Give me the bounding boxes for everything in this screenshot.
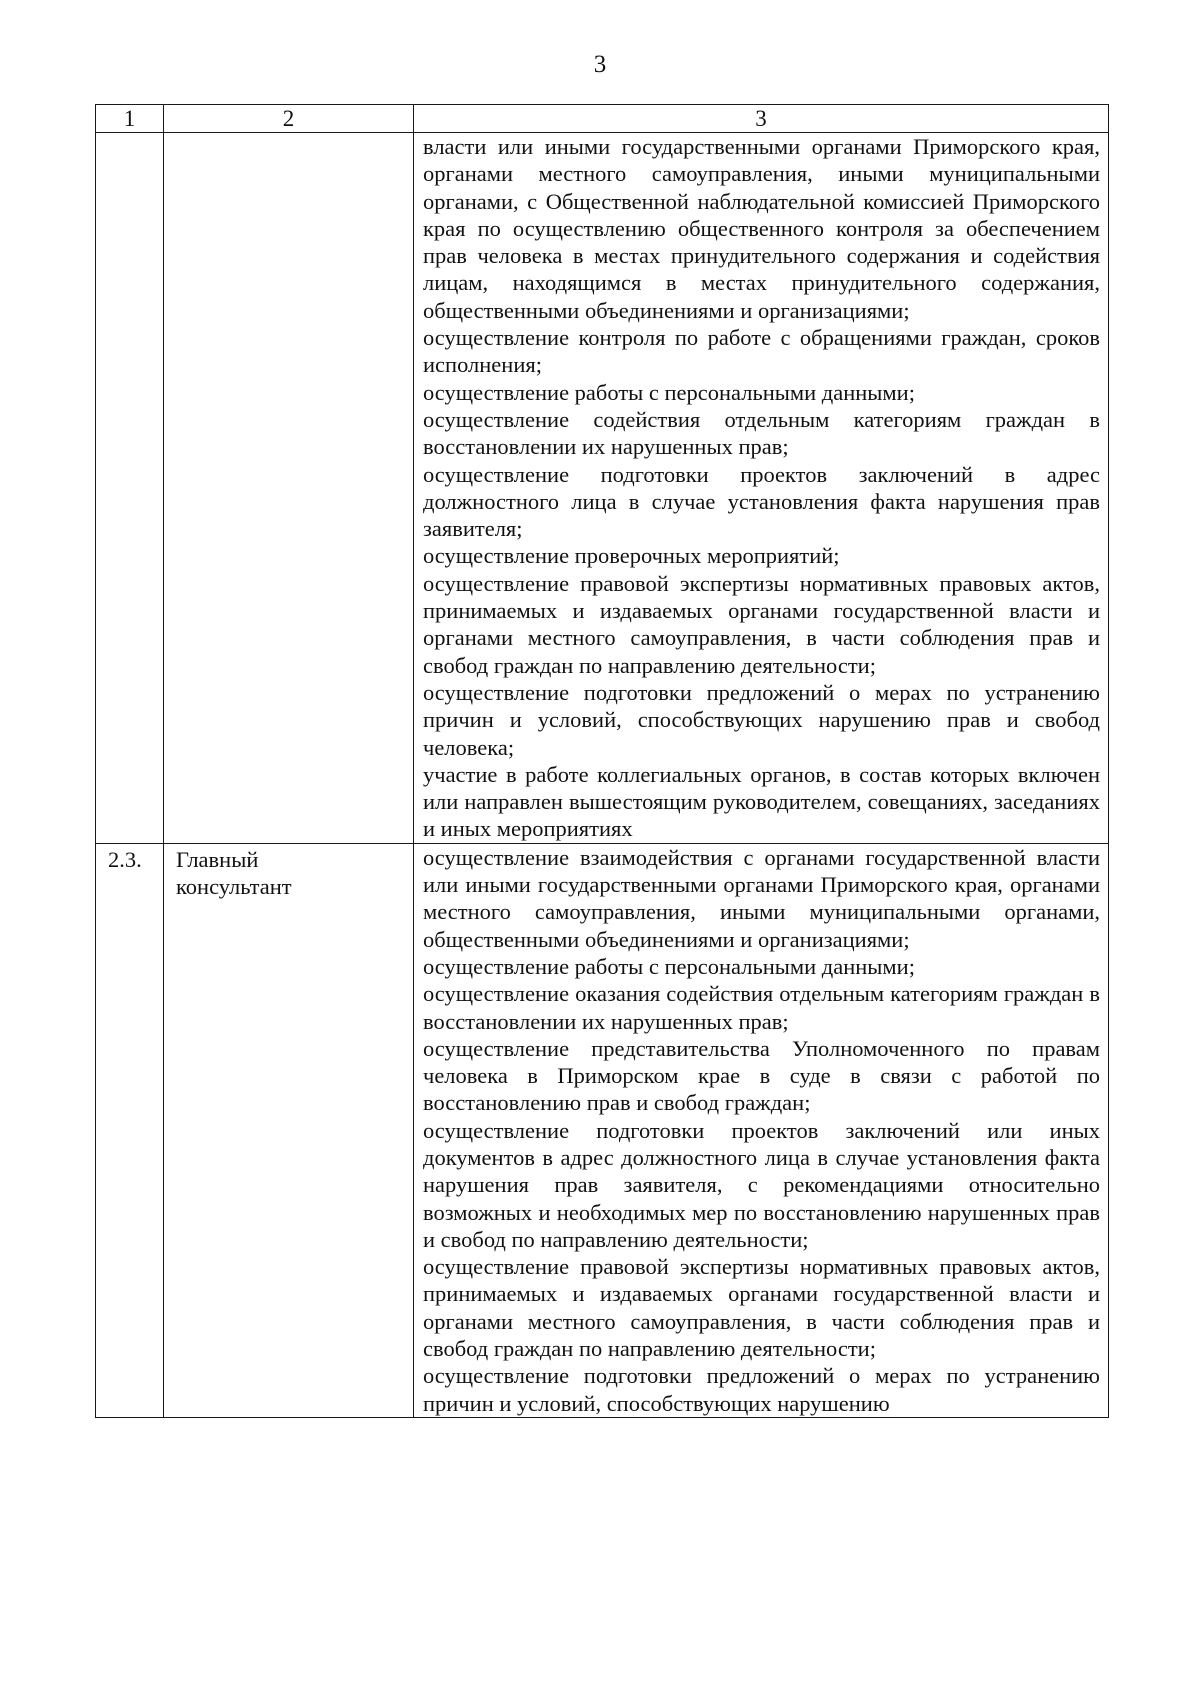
duties-cell — [414, 133, 1109, 844]
duty-item: осуществление работы с персональными данными; — [423, 953, 915, 979]
header-cell-3: 3 — [414, 105, 1109, 133]
duty-item: осуществление взаимодействия с органами государственной власти или иными государственными органами Приморского края, органами местного самоуправления, иными муниципальными органами, общественными объединениями и организациями; — [423, 844, 1100, 952]
page-number: 3 — [593, 51, 607, 78]
duties-table — [95, 104, 1109, 1418]
duty-item: осуществление оказания содействия отдельным категориям граждан в восстановлении их нарушенных прав; — [423, 981, 1100, 1034]
table-row — [96, 843, 1109, 1417]
duty-item: осуществление правовой экспертизы нормативных правовых актов, принимаемых и издаваемых органами государственной власти и органами местного самоуправления, в части соблюдения прав и свобод граждан по направлению деятельности; — [423, 570, 1100, 678]
position-title-line: Главный — [176, 846, 259, 872]
duty-item: осуществление работы с персональными данными; — [423, 379, 915, 405]
duty-item: осуществление подготовки предложений о мерах по устранению причин и условий, способствующих нарушению — [423, 1363, 1100, 1416]
duty-item: осуществление подготовки предложений о мерах по устранению причин и условий, способствующих нарушению прав и свобод человека; — [423, 679, 1100, 760]
header-cell-2: 2 — [164, 105, 414, 133]
duty-item: власти или иными государственными органами Приморского края, органами местного самоуправления, иными муниципальными органами, с Общественной наблюдательной комиссией Приморского края по осуществлению общественного контроля за обеспечением прав человека в местах принудительного содержания и содействия лицам, находящимся в местах принудительного содержания, общественными объединениями и организациями; — [423, 134, 1100, 323]
header-cell-1: 1 — [96, 105, 164, 133]
duty-item: осуществление подготовки проектов заключений в адрес должностного лица в случае установления факта нарушения прав заявителя; — [423, 461, 1100, 542]
row-number — [96, 133, 164, 844]
position-title-line: консультант — [176, 874, 292, 900]
duty-item: осуществление проверочных мероприятий; — [423, 543, 840, 569]
duty-item: участие в работе коллегиальных органов, в состав которых включен или направлен вышестоящим руководителем, совещаниях, заседаниях и иных мероприятиях — [423, 761, 1100, 842]
table-header-row — [96, 105, 1109, 133]
duty-item: осуществление содействия отдельным категориям граждан в восстановлении их нарушенных прав; — [423, 406, 1100, 460]
duties-cell — [414, 843, 1109, 1417]
duty-item: осуществление подготовки проектов заключений или иных документов в адрес должностного лица в случае установления факта нарушения прав заявителя, с рекомендациями относительно возможных и необходимых мер по восстановлению нарушенных прав и свобод по направлению деятельности; — [423, 1117, 1100, 1252]
duty-item: осуществление представительства Уполномоченного по правам человека в Приморском крае в суде в связи с работой по восстановлению прав и свобод граждан; — [423, 1035, 1100, 1116]
duty-item: осуществление правовой экспертизы нормативных правовых актов, принимаемых и издаваемых органами государственной власти и органами местного самоуправления, в части соблюдения прав и свобод граждан по направлению деятельности; — [423, 1254, 1100, 1362]
duty-item: осуществление контроля по работе с обращениями граждан, сроков исполнения; — [423, 325, 1100, 378]
row-number: 2.3. — [96, 843, 164, 1417]
table-row — [96, 133, 1109, 844]
position-title — [164, 133, 414, 844]
position-title — [164, 843, 414, 1417]
